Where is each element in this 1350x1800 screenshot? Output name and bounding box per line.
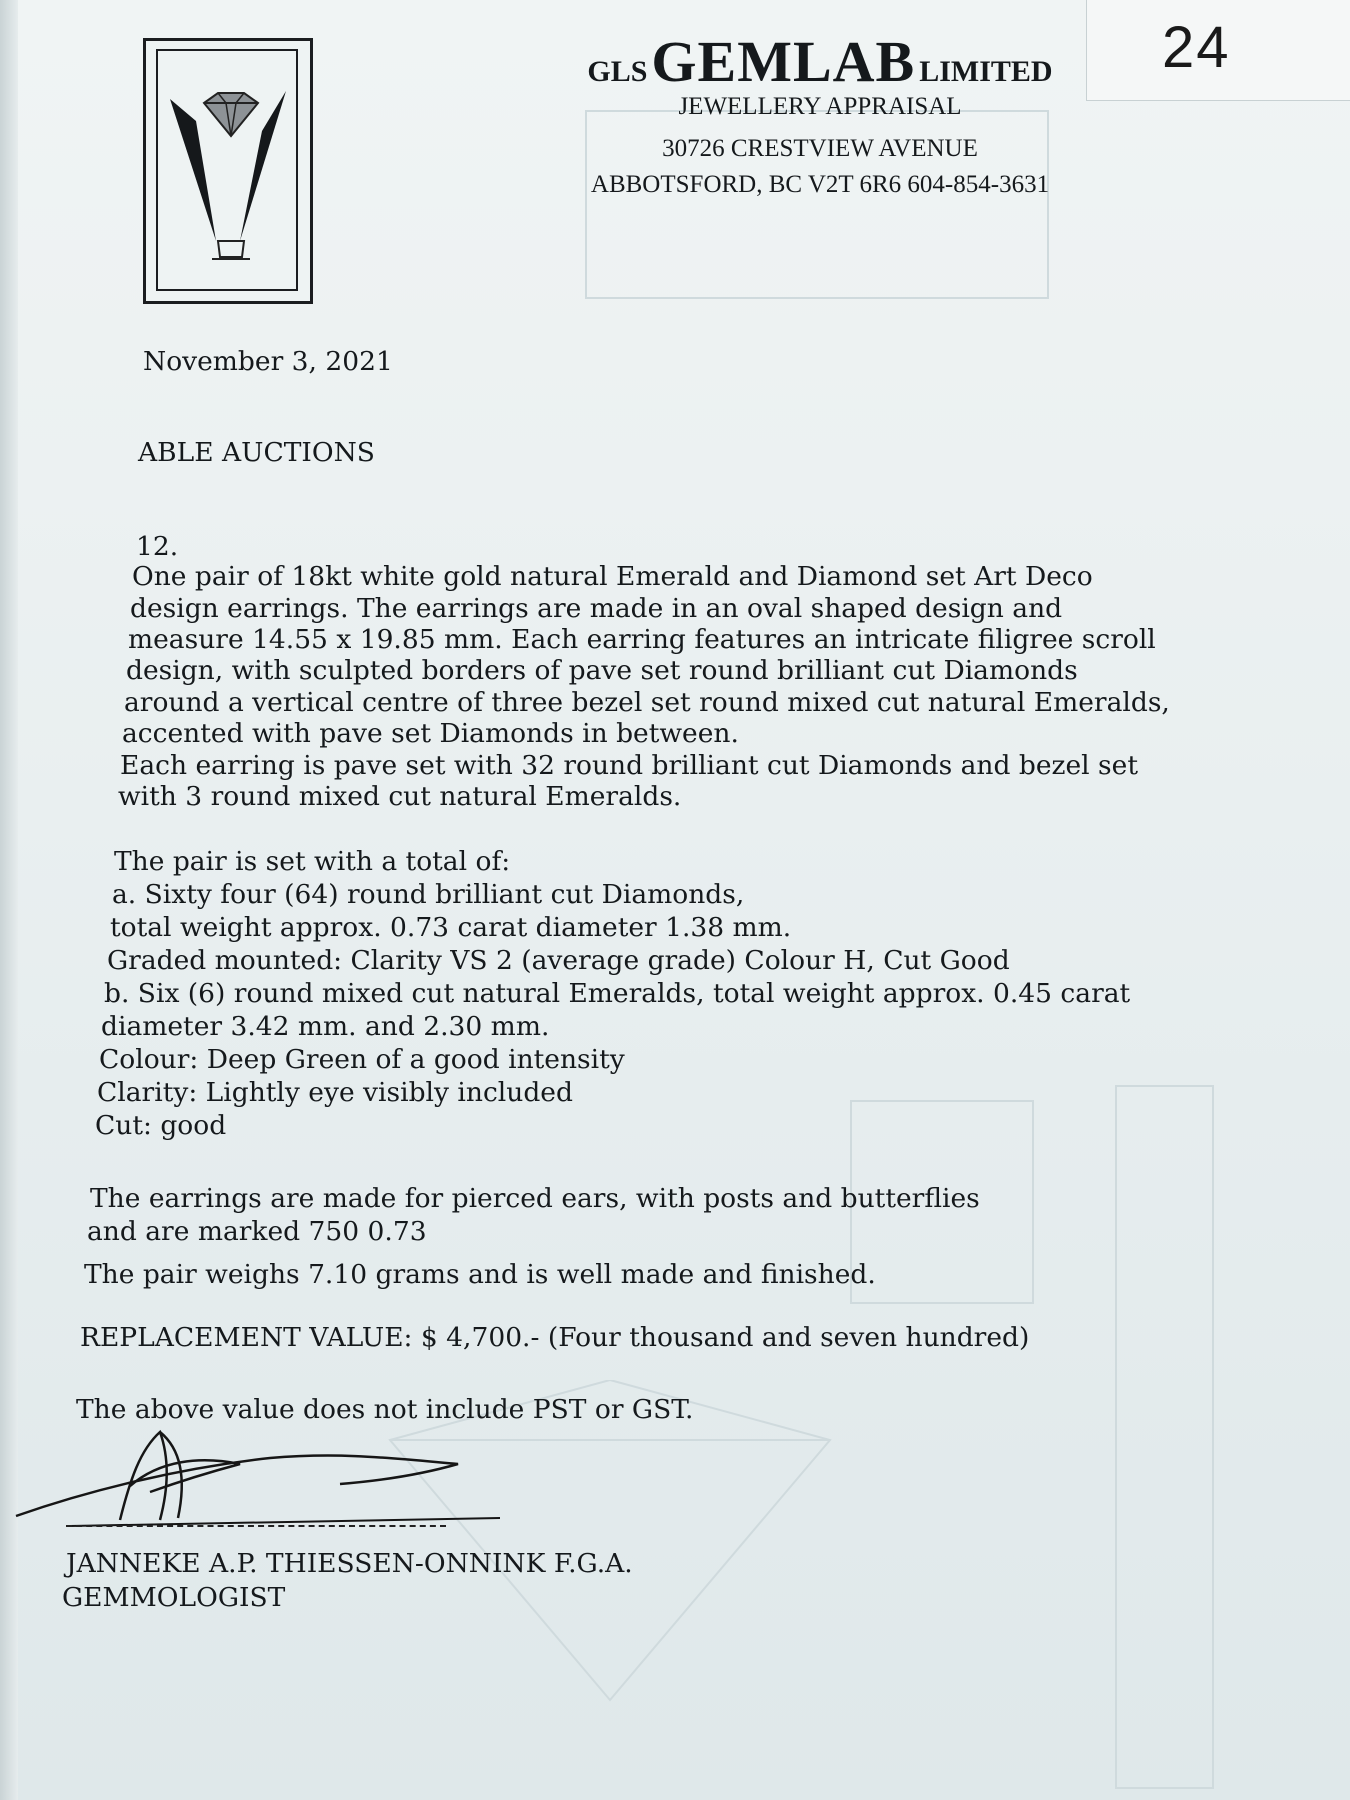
- item-number: 12.: [136, 531, 179, 562]
- signatory-title: GEMMOLOGIST: [62, 1582, 286, 1613]
- description-line: with 3 round mixed cut natural Emeralds.: [118, 781, 682, 812]
- address-line-2: ABBOTSFORD, BC V2T 6R6 604-854-3631: [590, 171, 1050, 198]
- address-line-1: 30726 CRESTVIEW AVENUE: [662, 135, 978, 162]
- closing-line: and are marked 750 0.73: [87, 1216, 427, 1247]
- description-line: Each earring is pave set with 32 round brilliant cut Diamonds and bezel set: [120, 750, 1138, 781]
- letterhead-subtitle: JEWELLERY APPRAISAL: [678, 93, 962, 120]
- stones-line: Clarity: Lightly eye visibly included: [97, 1077, 573, 1108]
- appraisal-date: November 3, 2021: [143, 346, 393, 377]
- diamond-logo-icon: [146, 41, 310, 301]
- closing-line: The pair weighs 7.10 grams and is well made and finished.: [84, 1259, 876, 1290]
- signature-dashed-line: [66, 1525, 446, 1527]
- recipient: ABLE AUCTIONS: [138, 437, 375, 468]
- description-line: One pair of 18kt white gold natural Emerald and Diamond set Art Deco: [132, 561, 1093, 592]
- bleed-through-scale: [1115, 1085, 1214, 1789]
- description-line: design earrings. The earrings are made in an oval shaped design and: [130, 593, 1063, 624]
- company-name: [540, 28, 1100, 95]
- stones-line: Colour: Deep Green of a good intensity: [99, 1044, 625, 1075]
- gemlab-logo: [143, 38, 313, 304]
- stones-line: The pair is set with a total of:: [114, 846, 511, 877]
- description-line: design, with sculpted borders of pave set round brilliant cut Diamonds: [126, 655, 1078, 686]
- brand-name: GEMLAB: [651, 29, 916, 94]
- signatory-name: JANNEKE A.P. THIESSEN-ONNINK F.G.A.: [66, 1548, 633, 1579]
- replacement-value: REPLACEMENT VALUE: $ 4,700.- (Four thousand and seven hundred): [80, 1322, 1030, 1353]
- stones-line: diameter 3.42 mm. and 2.30 mm.: [101, 1011, 550, 1042]
- description-line: around a vertical centre of three bezel set round mixed cut natural Emeralds,: [124, 687, 1170, 718]
- tax-note: The above value does not include PST or GST.: [76, 1394, 694, 1425]
- stones-line: b. Six (6) round mixed cut natural Emeralds, total weight approx. 0.45 carat: [104, 978, 1131, 1009]
- page-number: 24: [1162, 15, 1231, 80]
- stones-line: Cut: good: [95, 1110, 227, 1141]
- brand-suffix: LIMITED: [919, 55, 1053, 88]
- stones-line: a. Sixty four (64) round brilliant cut Diamonds,: [112, 879, 745, 910]
- brand-prefix: GLS: [587, 55, 648, 88]
- description-line: measure 14.55 x 19.85 mm. Each earring features an intricate filigree scroll: [128, 624, 1156, 655]
- closing-line: The earrings are made for pierced ears, with posts and butterflies: [90, 1183, 980, 1214]
- stones-line: Graded mounted: Clarity VS 2 (average grade) Colour H, Cut Good: [107, 945, 1010, 976]
- handwritten-signature: [10, 1420, 510, 1540]
- stones-line: total weight approx. 0.73 carat diameter 1.38 mm.: [110, 912, 792, 943]
- letterhead: [540, 28, 1100, 203]
- description-line: accented with pave set Diamonds in between.: [122, 718, 739, 749]
